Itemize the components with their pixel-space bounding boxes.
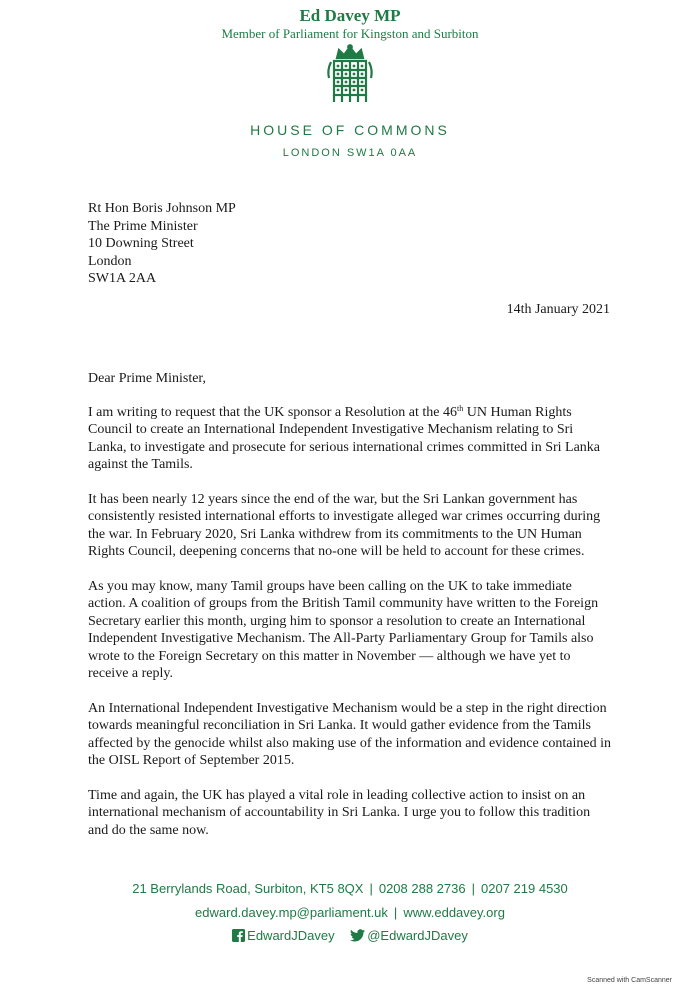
recipient-line: 10 Downing Street [88,236,194,251]
paragraph-2: It has been nearly 12 years since the end of the war, but the Sri Lankan government has consistently resisted international efforts to investigate alleged war crimes occurring during the war. In February 2020, Sri Lanka withdrew from its commitments to the UN Human Rights Council, deepening concerns that no-one will be held to account for these crimes. [88,491,601,559]
portcullis-icon [325,44,375,108]
footer-phone-westminster: 0207 219 4530 [481,881,568,896]
recipient-address [88,200,236,288]
letter-body [88,370,613,856]
salutation: Dear Prime Minister, [88,371,207,386]
scanner-watermark: Scanned with CamScanner [587,977,672,984]
institution-name: HOUSE OF COMMONS [250,122,450,138]
separator: | [369,881,373,896]
paragraph-1-end: UN Human Rights Council to create an International Independent Investigative Mechanism relating to Sri Lanka, to investigate and prosecute for serious international crimes committed in Sri Lanka against the Tamils. [88,404,601,472]
institution-address: LONDON SW1A 0AA [282,147,418,159]
footer-address: 21 Berrylands Road, Surbiton, KT5 8QX [132,881,364,896]
paragraph-4: An International Independent Investigative Mechanism would be a step in the right direction towards meaningful reconciliation in Sri Lanka. It would gather evidence from the Tamils affected by the genocide whilst also making use of the information and evidence contained in the OISL Report of September 2015. [88,700,612,768]
recipient-line: SW1A 2AA [88,271,157,286]
paragraph-5: Time and again, the UK has played a vital role in leading collective action to insist on an international mechanism of accountability in Sri Lanka. I urge you to follow this tradition and do the same now. [88,787,591,838]
paragraph-1-start: I am writing to request that the UK sponsor a Resolution at the 46 [88,404,457,420]
footer-contact-line [0,881,700,896]
facebook-icon [232,929,245,942]
twitter-icon [350,929,365,942]
paragraph-1 [88,404,613,474]
facebook-link[interactable] [232,928,334,943]
ordinal-suffix: th [457,403,464,413]
recipient-line: London [88,253,132,269]
mp-name: Ed Davey MP [299,6,401,25]
footer-social-line [0,928,700,943]
recipient-line: Rt Hon Boris Johnson MP [88,201,236,216]
footer-website-link[interactable]: www.eddavey.org [403,905,505,920]
paragraph-3: As you may know, many Tamil groups have been calling on the UK to take immediate action. A coalition of groups from the British Tamil community have written to the Foreign Secretary earlier this month, urging him to sponsor a resolution to create an International Independent Investigative Mechanism. The All-Party Parliamentary Group for Tamils also wrote to the Foreign Secretary on this matter in November — although we have yet to receive a reply. [88,578,599,681]
twitter-handle: @EdwardJDavey [367,928,468,943]
footer-phone-constituency: 0208 288 2736 [378,881,466,896]
facebook-handle: EdwardJDavey [247,928,335,943]
mp-role: Member of Parliament for Kingston and Surbiton [221,26,479,41]
footer-web-line [0,905,700,920]
separator: | [471,881,475,896]
footer-email-link[interactable]: edward.davey.mp@parliament.uk [195,905,388,920]
twitter-link[interactable] [350,928,468,943]
letter-date: 14th January 2021 [506,302,610,317]
letterhead [0,6,700,42]
recipient-line: The Prime Minister [88,218,198,234]
separator: | [393,905,398,920]
